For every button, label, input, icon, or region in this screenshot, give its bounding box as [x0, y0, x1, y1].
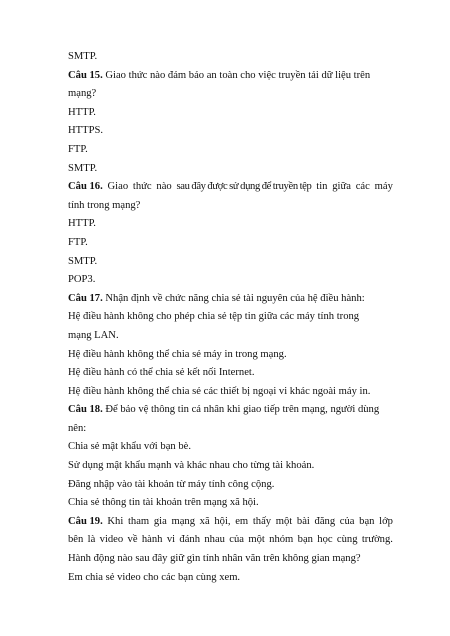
answer-option: Em chia sẻ video cho các bạn cùng xem. — [68, 571, 241, 583]
question-text-continuation: Hành động nào sau đây giữ gìn tính nhân văn trên không gian mạng? — [68, 553, 361, 565]
question-text-continuation: tính trong mạng? — [68, 199, 141, 211]
question-word: cùng — [336, 534, 358, 546]
question-word: bên — [68, 534, 84, 546]
question-word: Khi — [107, 515, 124, 527]
question-word: bạn — [359, 515, 375, 527]
answer-option: SMTP. — [68, 255, 98, 267]
question-word: của — [339, 515, 355, 527]
answer-option: HTTP. — [68, 218, 96, 230]
question-word: giữa — [332, 181, 351, 193]
answer-option: Hệ điều hành không thể chia sẻ các thiết bị ngoại vi khác ngoài máy in. — [68, 385, 371, 397]
question-number: Câu 17. — [68, 292, 103, 304]
answer-option: FTP. — [68, 143, 88, 155]
question-word: hành — [141, 534, 163, 546]
question-word: các — [355, 181, 370, 193]
answer-option: HTTP. — [68, 106, 96, 118]
question-word: một — [275, 515, 293, 527]
question-number: Câu 16. — [68, 181, 103, 193]
question-word: đánh — [179, 534, 200, 546]
question-word: nhóm — [269, 534, 294, 546]
question-word: Giao — [107, 181, 129, 193]
question-number: Câu 19. — [68, 515, 103, 527]
question-text: Để bảo vệ thông tin cá nhân khi giao tiếp trên mạng, người dùng — [102, 404, 380, 416]
answer-option: Hệ điều hành không thể chia sẻ máy in trong mạng. — [68, 348, 287, 360]
question-word: hội, — [214, 515, 231, 527]
question-text-continuation: mạng? — [68, 88, 97, 100]
question-word: thức — [132, 181, 152, 193]
question-15 — [68, 67, 393, 86]
question-word: lớp — [379, 515, 393, 527]
answer-option-continuation: mạng LAN. — [68, 329, 119, 341]
answer-option: Chia sẻ thông tin tài khoản trên mạng xã hội. — [68, 497, 259, 509]
answer-option: SMTP. — [68, 51, 98, 62]
question-text: Giao thức nào đảm bảo an toàn cho việc truyền tải dữ liệu trên — [102, 69, 371, 81]
question-word: tin — [316, 181, 328, 193]
question-19-line-2 — [68, 531, 393, 550]
question-word: là — [87, 534, 96, 546]
question-word: bài — [296, 515, 310, 527]
answer-option: FTP. — [68, 236, 88, 248]
question-number: Câu 15. — [68, 69, 103, 81]
question-word: sau đây được sử dụng để truyền tệp — [176, 181, 312, 193]
question-word: về — [127, 534, 138, 546]
question-word: gia — [153, 515, 167, 527]
question-17 — [68, 290, 393, 309]
question-word: xã — [199, 515, 210, 527]
question-word: đăng — [314, 515, 336, 527]
question-text-continuation: nên: — [68, 422, 87, 434]
answer-option: Đăng nhập vào tài khoản từ máy tính công cộng. — [68, 478, 275, 490]
question-word: em — [235, 515, 249, 527]
answer-option: Hệ điều hành không cho phép chia sẻ tệp tin giữa các máy tính trong — [68, 311, 360, 323]
answer-option: Sử dụng mật khẩu mạnh và khác nhau cho từng tài khoản. — [68, 460, 315, 472]
question-word: video — [99, 534, 124, 546]
answer-option: Hệ điều hành có thể chia sẻ kết nối Internet. — [68, 367, 255, 379]
question-16 — [68, 178, 393, 197]
answer-option: HTTPS. — [68, 125, 104, 137]
question-word: của — [229, 534, 244, 546]
answer-option: Chia sẻ mật khẩu với bạn bè. — [68, 441, 191, 453]
question-word: một — [248, 534, 265, 546]
question-word: bạn — [297, 534, 313, 546]
question-word: trường. — [361, 534, 393, 546]
question-18 — [68, 401, 393, 420]
document-page — [68, 48, 393, 587]
question-text: Nhận định về chức năng chia sẻ tài nguyên của hệ điều hành: — [102, 292, 365, 304]
question-word: mạng — [171, 515, 195, 527]
question-word: nào — [156, 181, 172, 193]
question-word: tham — [127, 515, 150, 527]
answer-option: SMTP. — [68, 162, 98, 174]
question-word: học — [317, 534, 333, 546]
question-19 — [68, 513, 393, 532]
question-word: thấy — [252, 515, 272, 527]
question-word: vi — [166, 534, 176, 546]
question-word: máy — [374, 181, 393, 193]
question-word: nhau — [204, 534, 225, 546]
answer-option: POP3. — [68, 274, 96, 286]
question-number: Câu 18. — [68, 404, 103, 416]
